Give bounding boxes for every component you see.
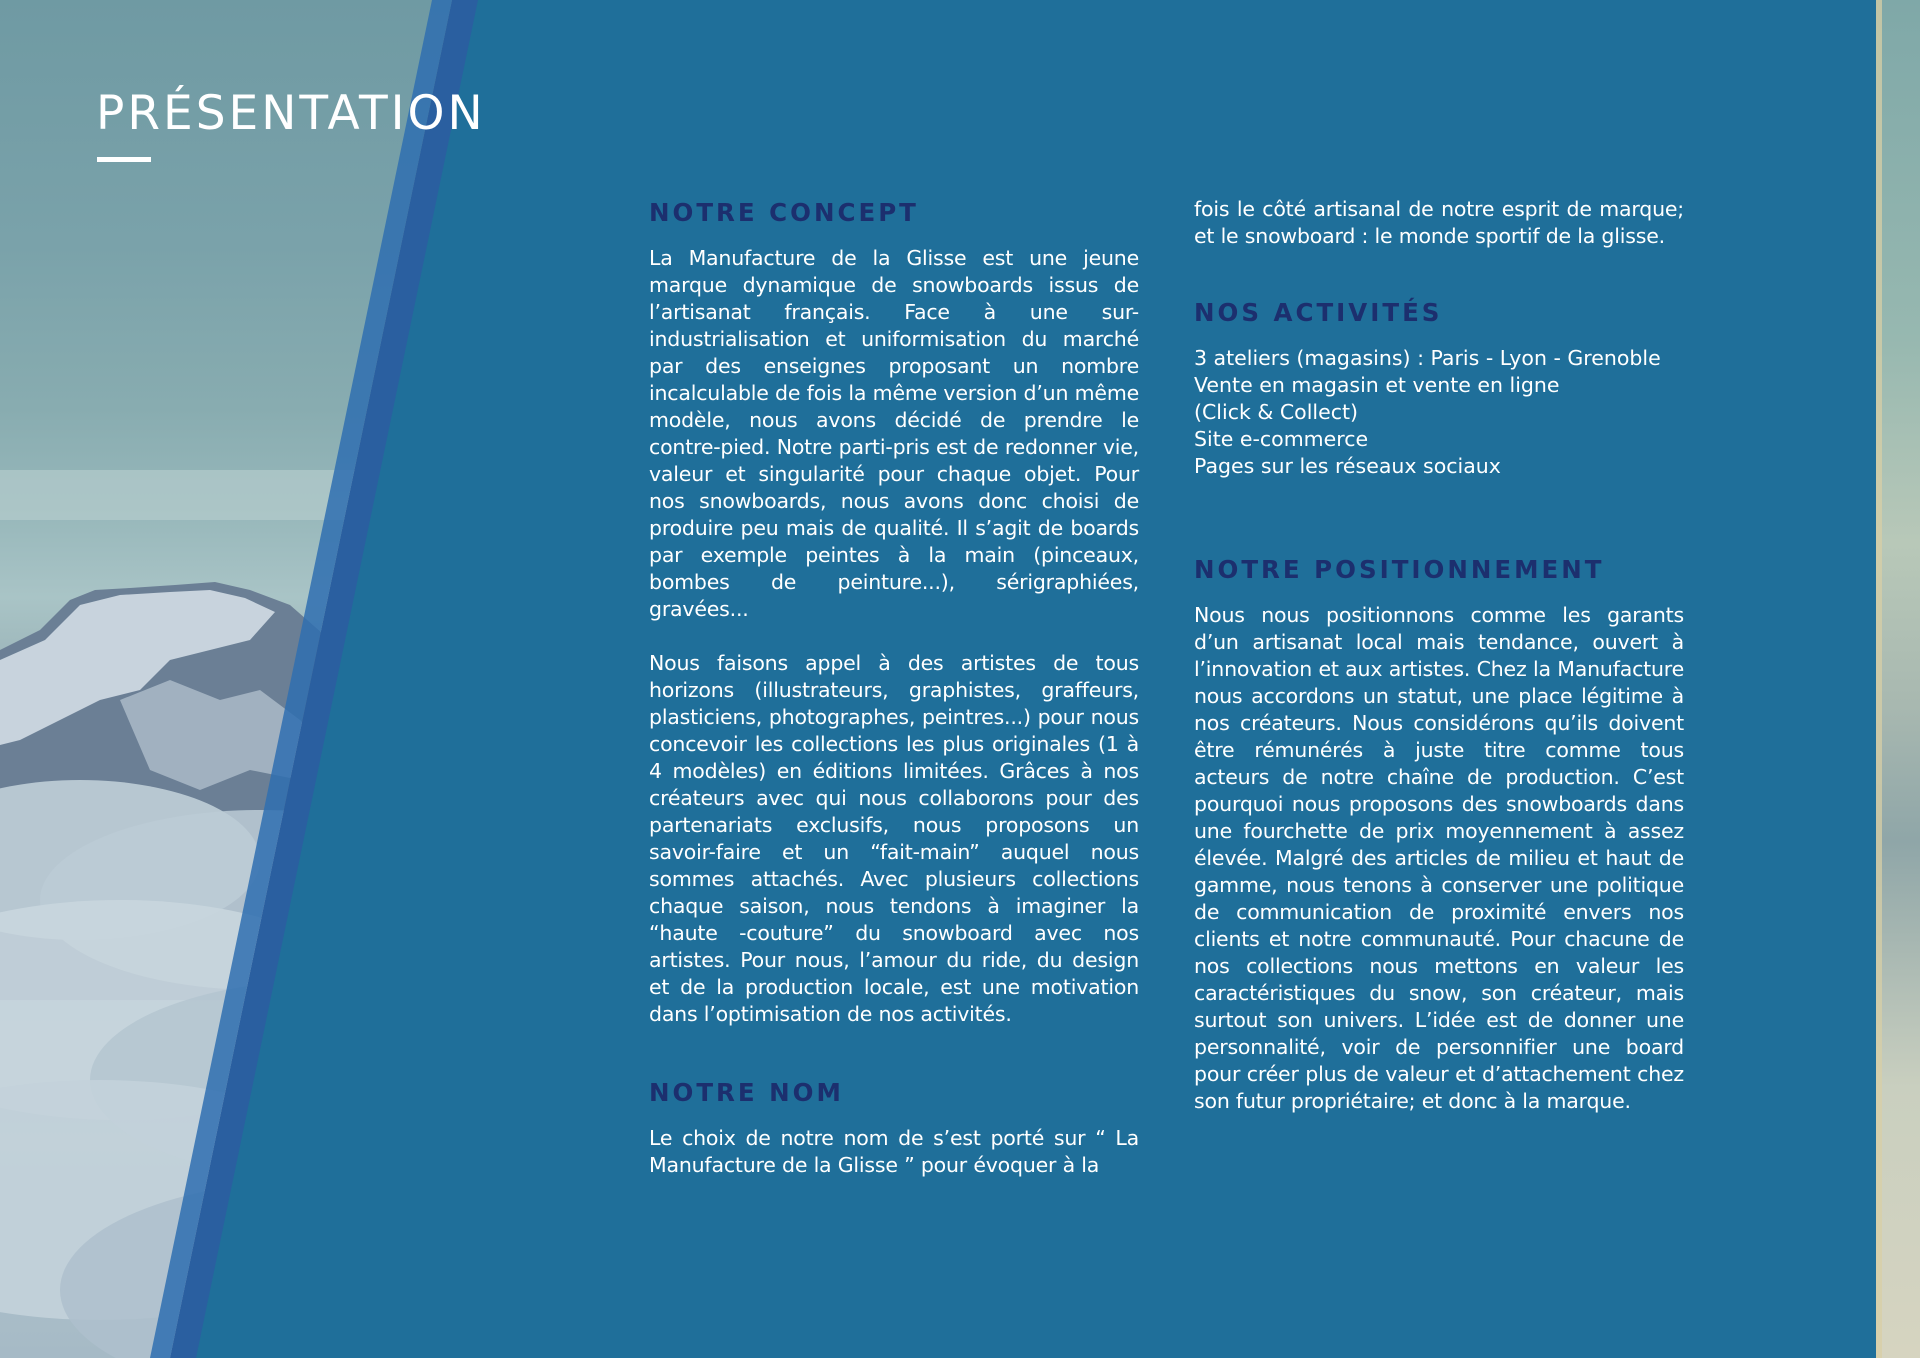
concept-paragraph-2: Nous faisons appel à des artistes de tous horizons (illustrateurs, graphistes, graffeurs, plasticiens, photographes, peintres...) pour nous concevoir les collections les plus originales (1 à 4 modèles) en éditions limitées. Grâces à nos créateurs avec qui nous collaborons pour des partenariats exclusifs, nous proposons un savoir-faire et un “fait-main” auquel nous sommes attachés. Avec plusieurs collections chaque saison, nous tendons à imaginer la “haute -couture” du snowboard avec nos artistes. Pour nous, l’amour du ride, du design et de la production locale, est une motivation dans l’optimisation de nos activités. [649,651,1139,1026]
positioning-paragraph: Nous nous positionnons comme les garants d’un artisanat local mais tendance, ouvert à l’innovation et aux artistes. Chez la Manufacture nous accordons un statut, une place légitime à nos créateurs. Nous considérons qu’ils doivent être rémunérés à juste titre comme tous acteurs de notre chaîne de production. C’est pourquoi nous proposons des snowboards dans une fourchette de prix moyennement à assez élevée. Malgré des articles de milieu et haut de gamme, nous tenons à conserver une politique de communication de proximité envers nos clients et notre communauté. Pour chacune de nos collections nous mettons en valeur les caractéristiques du snow, son créateur, mais surtout son univers. L’idée est de donner une personnalité, voir de personnifier une board pour créer plus de valeur et d’attachement chez son futur propriétaire; et donc à la marque. [1194,603,1684,1113]
positioning-heading: NOTRE POSITIONNEMENT [1194,555,1605,584]
right-column [1194,196,1684,1115]
activities-list-item: Pages sur les réseaux sociaux [1194,454,1501,478]
activities-list-item: (Click & Collect) [1194,400,1359,424]
page-title: PRÉSENTATION [96,86,486,141]
activities-list-item: 3 ateliers (magasins) : Paris - Lyon - Grenoble [1194,346,1661,370]
activities-heading: NOS ACTIVITÉS [1194,298,1443,327]
concept-paragraph-1: La Manufacture de la Glisse est une jeune marque dynamique de snowboards issus de l’artisanat français. Face à une sur-industrialisation et uniformisation du marché par des enseignes proposant un nombre incalculable de fois la même version d’un même modèle, nous avons décidé de prendre le contre-pied. Notre parti-pris est de redonner vie, valeur et singularité pour chaque objet. Pour nos snowboards, nous avons donc choisi de produire peu mais de qualité. Il s’agit de boards par exemple peintes à la main (pinceaux, bombes de peinture...), sérigraphiées, gravées... [649,246,1139,621]
name-paragraph-continuation: fois le côté artisanal de notre esprit de marque; et le snowboard : le monde sportif de la glisse. [1194,197,1684,248]
left-column [649,196,1139,1179]
concept-heading: NOTRE CONCEPT [649,198,919,227]
name-paragraph: Le choix de notre nom de s’est porté sur “ La Manufacture de la Glisse ” pour évoquer à la [649,1126,1139,1177]
name-heading: NOTRE NOM [649,1078,844,1107]
activities-list [1194,345,1684,480]
activities-list-item: Vente en magasin et vente en ligne [1194,373,1560,397]
title-underline [97,157,151,162]
activities-list-item: Site e-commerce [1194,427,1369,451]
